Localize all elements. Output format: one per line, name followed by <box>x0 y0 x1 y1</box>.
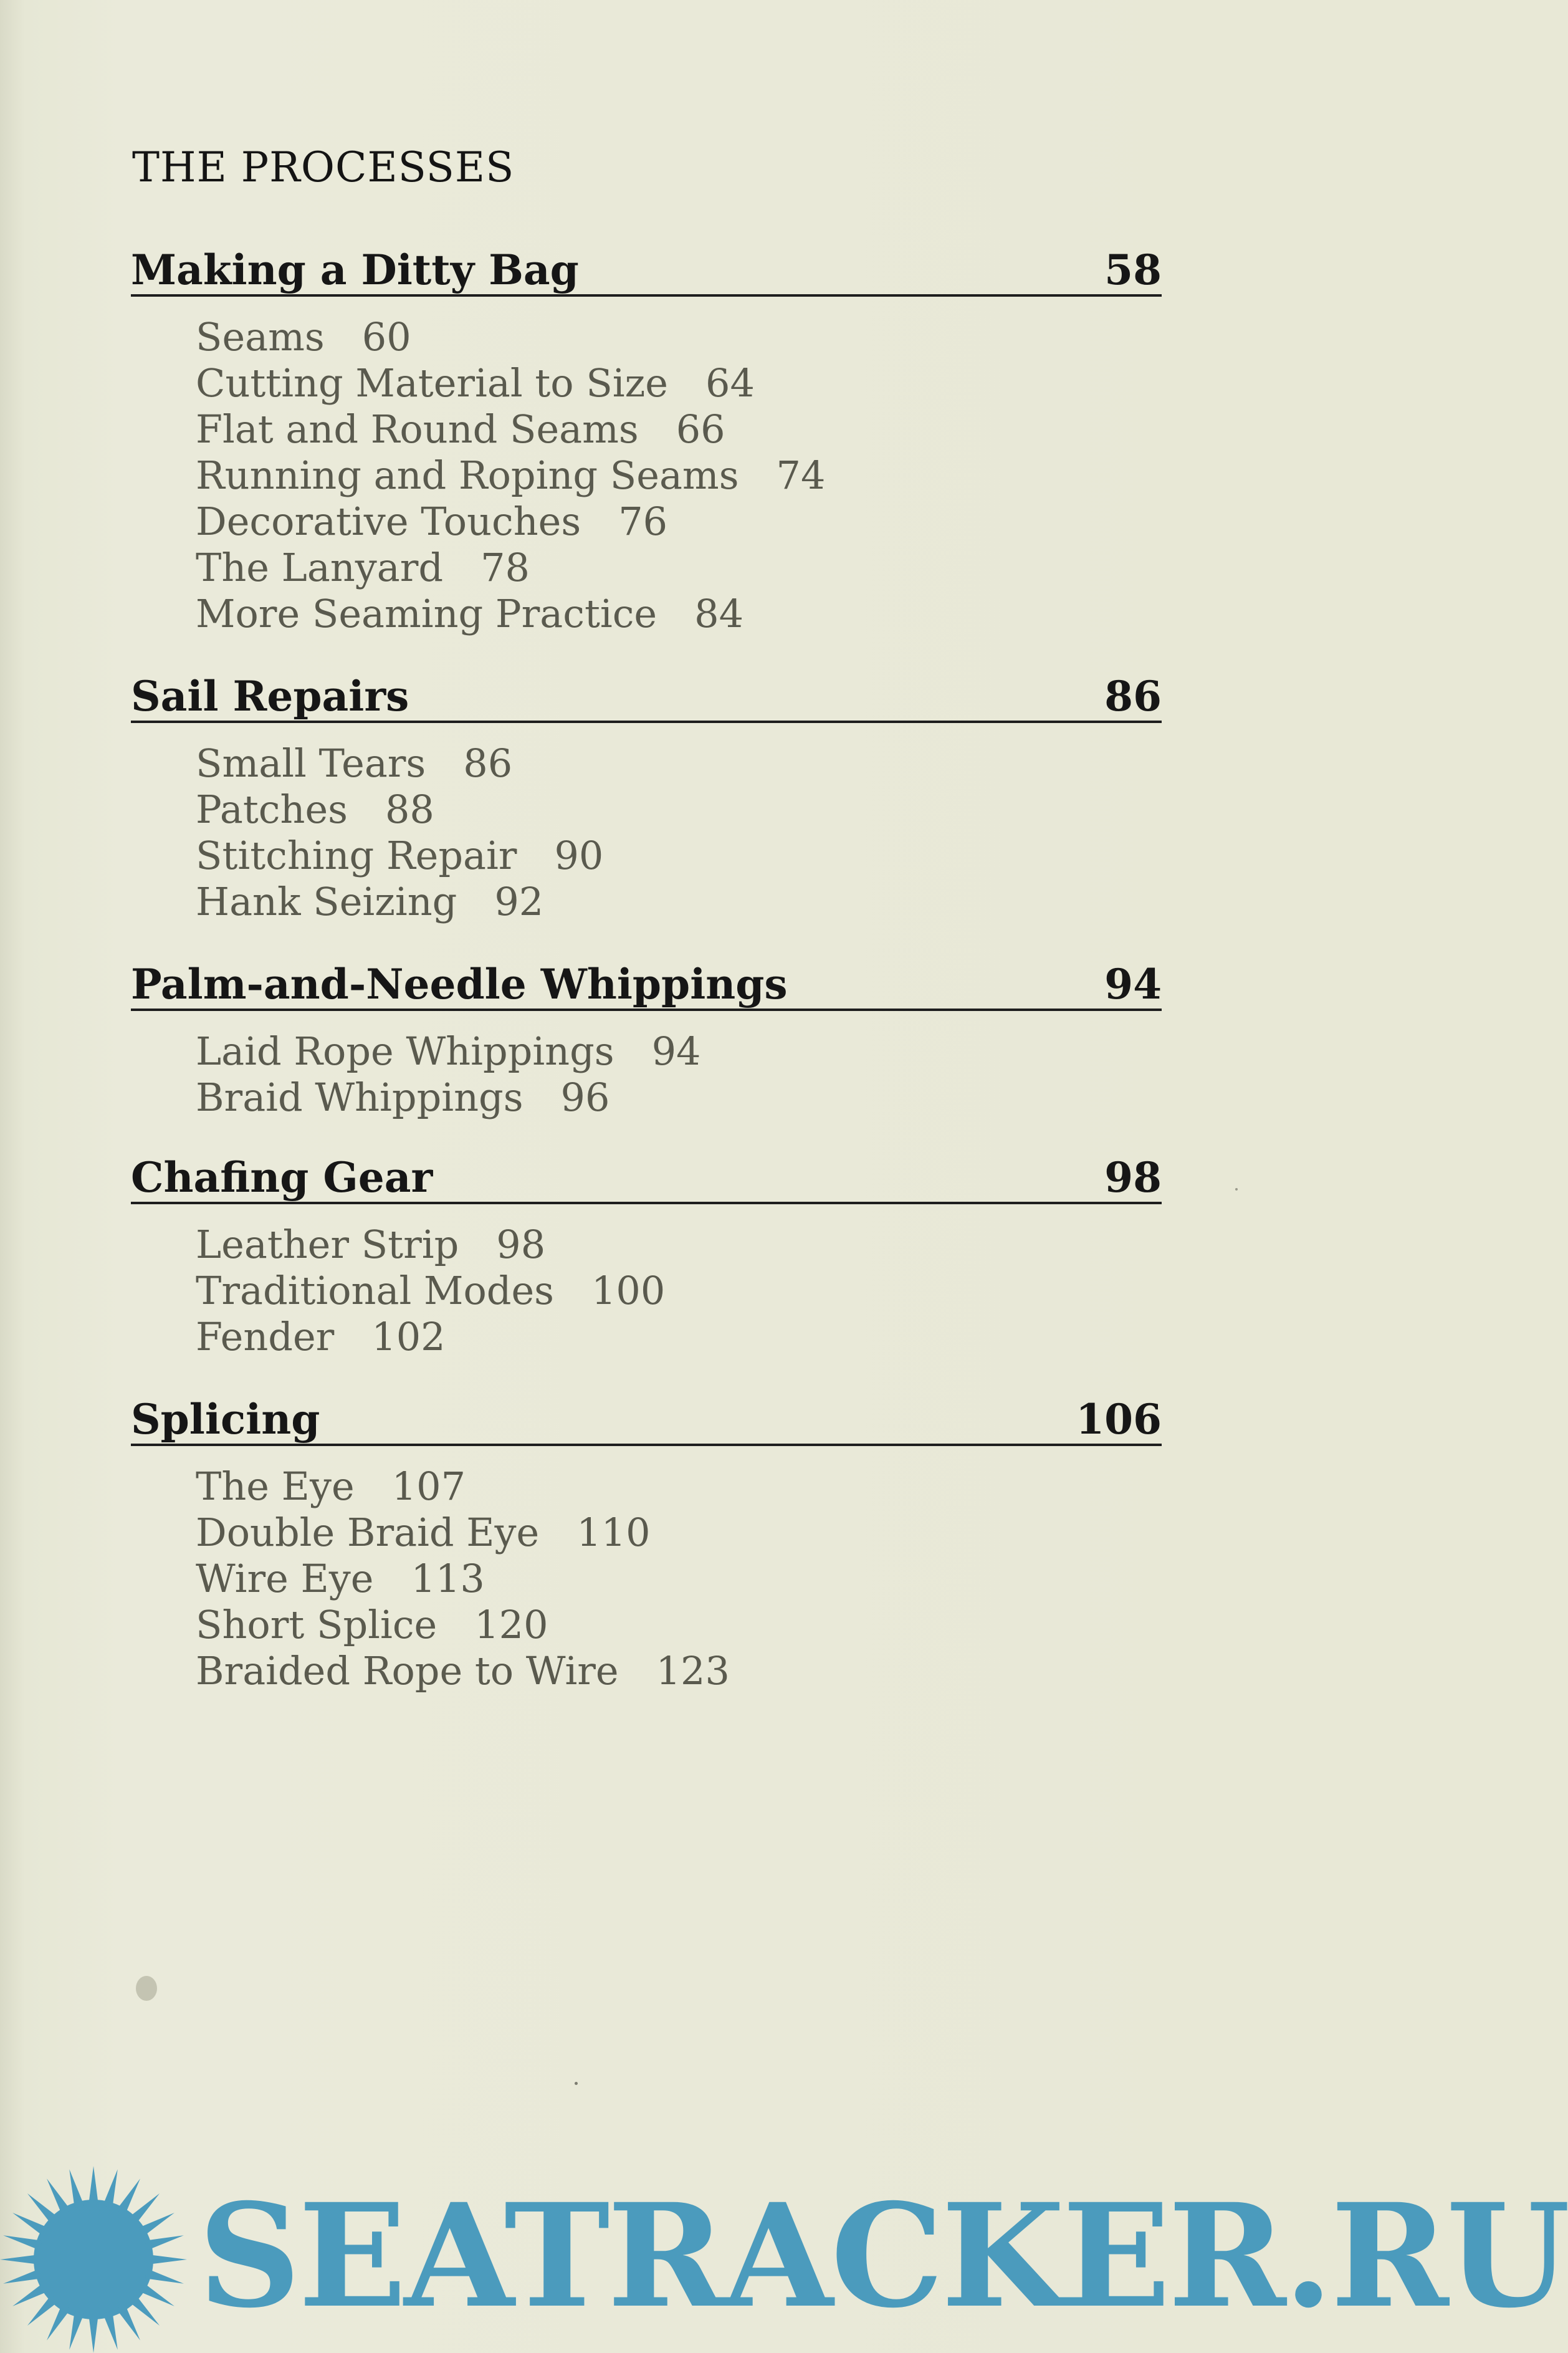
list-item <box>196 499 1162 545</box>
list-item <box>196 360 1162 406</box>
item-label: Short Splice <box>196 1602 437 1647</box>
subsection-list <box>131 297 1162 637</box>
sun-ray <box>12 2283 49 2306</box>
toc-section-splicing <box>131 1394 1162 1694</box>
item-label: Leather Strip <box>196 1222 459 1267</box>
sun-ray <box>0 2255 39 2264</box>
sun-ray <box>103 2169 118 2208</box>
sun-ray <box>69 2169 84 2208</box>
section-page: 98 <box>1104 1153 1162 1202</box>
list-item <box>196 1464 1162 1510</box>
item-page: 100 <box>591 1268 666 1313</box>
list-item <box>196 1314 1162 1360</box>
sun-ray <box>138 2283 174 2306</box>
item-label: Laid Rope Whippings <box>196 1028 614 1074</box>
item-page: 113 <box>411 1556 485 1601</box>
sun-ray <box>117 2178 140 2215</box>
item-label: Braid Whippings <box>196 1075 523 1120</box>
part-title: THE PROCESSES <box>132 143 515 191</box>
item-page: 88 <box>385 787 434 832</box>
list-item <box>196 1602 1162 1648</box>
toc-section-chafing-gear <box>131 1152 1162 1360</box>
sun-ray <box>27 2193 59 2225</box>
item-label: Double Braid Eye <box>196 1510 540 1555</box>
list-item <box>196 406 1162 453</box>
item-label: Decorative Touches <box>196 499 581 544</box>
sun-ray <box>47 2178 70 2215</box>
item-label: Small Tears <box>196 740 426 786</box>
sun-ray <box>3 2269 42 2284</box>
item-label: Wire Eye <box>196 1556 374 1601</box>
item-page: 98 <box>496 1222 546 1267</box>
list-item <box>196 879 1162 925</box>
toc-section-sail-repairs <box>131 671 1162 925</box>
sun-ray <box>148 2255 187 2264</box>
item-page: 74 <box>776 453 826 498</box>
sun-ray <box>145 2269 184 2284</box>
sun-ray <box>12 2213 49 2236</box>
section-heading <box>131 244 1162 297</box>
sun-ray <box>27 2294 59 2326</box>
item-label: Flat and Round Seams <box>196 406 639 452</box>
list-item <box>196 1222 1162 1268</box>
section-page: 58 <box>1104 246 1162 294</box>
list-item <box>196 545 1162 591</box>
list-item <box>196 453 1162 499</box>
item-label: Traditional Modes <box>196 1268 554 1313</box>
toc-section-ditty-bag <box>131 244 1162 637</box>
section-title: Splicing <box>131 1395 320 1444</box>
item-page: 76 <box>618 499 668 544</box>
item-page: 107 <box>391 1464 466 1509</box>
item-page: 90 <box>554 833 604 878</box>
item-label: The Lanyard <box>196 545 444 590</box>
sun-ray <box>145 2235 184 2250</box>
item-page: 96 <box>560 1075 610 1120</box>
item-page: 60 <box>361 314 411 360</box>
subsection-list <box>131 1204 1162 1360</box>
section-heading <box>131 1394 1162 1446</box>
section-page: 106 <box>1076 1395 1162 1444</box>
section-page: 86 <box>1104 672 1162 721</box>
list-item <box>196 740 1162 787</box>
watermark-text: SEATRACKER.RU <box>198 2172 1568 2339</box>
list-item <box>196 1075 1162 1121</box>
sun-ray <box>138 2213 174 2236</box>
section-heading <box>131 671 1162 723</box>
section-title: Sail Repairs <box>131 672 409 721</box>
item-page: 86 <box>463 740 513 786</box>
sun-ray <box>117 2304 140 2341</box>
item-label: The Eye <box>196 1464 355 1509</box>
item-page: 66 <box>676 406 725 452</box>
toc-section-whippings <box>131 959 1162 1121</box>
item-page: 94 <box>651 1028 701 1074</box>
list-item <box>196 1648 1162 1694</box>
sun-ray <box>69 2311 84 2350</box>
section-title: Palm-and-Needle Whippings <box>131 960 788 1009</box>
item-page: 78 <box>480 545 530 590</box>
list-item <box>196 1510 1162 1556</box>
list-item <box>196 787 1162 833</box>
sun-ray <box>103 2311 118 2350</box>
item-label: Patches <box>196 787 348 832</box>
section-title: Chafing Gear <box>131 1153 433 1202</box>
section-heading <box>131 959 1162 1011</box>
subsection-list <box>131 1011 1162 1121</box>
paper-speck <box>1235 1188 1238 1191</box>
item-label: Running and Roping Seams <box>196 453 739 498</box>
item-label: Fender <box>196 1314 335 1359</box>
paper-speck <box>136 1976 157 2001</box>
sun-ray <box>88 2166 98 2205</box>
item-label: Cutting Material to Size <box>196 360 668 406</box>
item-page: 120 <box>474 1602 548 1647</box>
list-item <box>196 1556 1162 1602</box>
item-label: Stitching Repair <box>196 833 517 878</box>
sun-ray <box>88 2314 98 2353</box>
sun-ray <box>3 2235 42 2250</box>
item-page: 84 <box>694 591 744 636</box>
item-page: 64 <box>705 360 755 406</box>
paper-speck <box>575 2082 578 2085</box>
item-page: 92 <box>494 879 544 924</box>
list-item <box>196 1028 1162 1075</box>
section-page: 94 <box>1104 960 1162 1009</box>
item-page: 102 <box>371 1314 446 1359</box>
item-label: Braided Rope to Wire <box>196 1648 619 1694</box>
section-heading <box>131 1152 1162 1204</box>
list-item <box>196 591 1162 637</box>
sun-icon <box>0 2166 187 2353</box>
list-item <box>196 314 1162 360</box>
item-page: 110 <box>576 1510 651 1555</box>
subsection-list <box>131 1446 1162 1694</box>
section-title: Making a Ditty Bag <box>131 246 579 294</box>
item-label: Seams <box>196 314 325 360</box>
item-label: More Seaming Practice <box>196 591 657 636</box>
sun-ray <box>47 2304 70 2341</box>
sun-ray <box>128 2294 160 2326</box>
subsection-list <box>131 723 1162 925</box>
item-label: Hank Seizing <box>196 879 457 924</box>
list-item <box>196 833 1162 879</box>
item-page: 123 <box>656 1648 730 1694</box>
list-item <box>196 1268 1162 1314</box>
sun-ray <box>128 2193 160 2225</box>
